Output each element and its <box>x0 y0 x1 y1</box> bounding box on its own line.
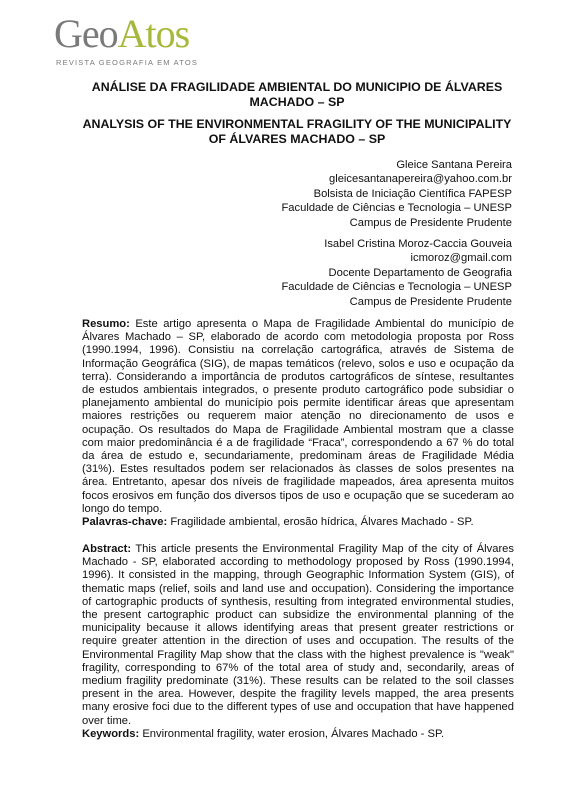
author-role: Bolsista de Iniciação Científica FAPESP <box>313 187 512 200</box>
abstract-section <box>82 543 514 741</box>
resumo-section <box>82 318 514 529</box>
journal-logo <box>54 12 224 68</box>
logo-subtitle: REVISTA GEOGRAFIA EM ATOS <box>56 58 199 67</box>
abstract-paragraph <box>82 543 514 728</box>
abstract-text: This article presents the Environmental Fragility Map of the city of Álvares Machado - SP, elaborated according to methodology proposed by Ross (1990.1994, 1996). It consisted in the mapping, through Geographic Information System (GIS), of thematic maps (relief, soils and land use and occupation). Considering the importance of cartographic products of synthesis, resulting from integrated environmental studies, the present cartographic product can subsidize the environmental planning of the municipality because it allows identifying areas that present greater restrictions or require greater attention in the direction of uses and occupation. The results of the Environmental Fragility Map show that the class with the highest prevalence is "weak" fragility, corresponding to 67% of the total area of study and, secondarily, areas of medium fragility predominate (31%). These results can be related to the soil classes present in the area. However, despite the fragility levels mapped, the area presents many erosive foci due to the different types of use and occupation that have happened over time. <box>82 543 515 727</box>
author-block-2 <box>281 237 512 309</box>
author-institution: Faculdade de Ciências e Tecnologia – UNESP <box>281 281 512 294</box>
logo-word-main: Geo <box>54 11 118 56</box>
resumo-paragraph <box>82 318 514 516</box>
keywords-label: Keywords: <box>82 727 140 740</box>
resumo-text: Este artigo apresenta o Mapa de Fragilidade Ambiental do município de Álvares Machado – SP, elaborado de acordo com metodologia proposta por Ross (1990.1994, 1996). Consistiu na correlação cartográfica, através de Sistema de Informação Geográfica (SIG), de mapas temáticos (relevo, solos e uso e ocupação da terra). Considerando a importância de produtos cartográficos de síntese, resultantes de estudos ambientais integrados, o presente produto cartográfico pode subsidiar o planejamento ambiental do município pois permite identificar áreas que apresentam maiores restrições ou requerem maior atenção no direcionamento de usos e ocupação. Os resultados do Mapa de Fragilidade Ambiental mostram que a classe com maior predominância é a de fragilidade “Fraca”, correspondendo a 67 % do total da área de estudo e, secundariamente, predominam áreas de Fragilidade Média (31%). Estes resultados podem ser relacionados às classes de solos presentes na área. Entretanto, apesar dos níveis de fragilidade mapeados, área apresenta muitos focos erosivos em função dos diversos tipos de uso e ocupação que se sucederam ao longo do tempo. <box>82 318 514 515</box>
resumo-keywords <box>82 516 514 529</box>
title-portuguese: ANÁLISE DA FRAGILIDADE AMBIENTAL DO MUNICIPIO DE ÁLVARES MACHADO – SP <box>91 80 503 109</box>
author-name: Isabel Cristina Moroz-Caccia Gouveia <box>324 238 512 250</box>
resumo-label: Resumo: <box>82 318 130 330</box>
author-name: Gleice Santana Pereira <box>396 159 512 171</box>
logo-wordmark <box>54 12 189 56</box>
author-role: Docente Departamento de Geografia <box>328 266 512 279</box>
author-campus: Campus de Presidente Prudente <box>349 216 512 229</box>
author-campus: Campus de Presidente Prudente <box>349 295 512 308</box>
author-email: icmoroz@gmail.com <box>410 252 512 265</box>
keywords-text: Environmental fragility, water erosion, Álvares Machado - SP. <box>142 727 445 740</box>
title-english: ANALYSIS OF THE ENVIRONMENTAL FRAGILITY OF THE MUNICIPALITY OF ÁLVARES MACHADO – SP <box>82 117 512 146</box>
author-institution: Faculdade de Ciências e Tecnologia – UNESP <box>281 202 512 215</box>
abstract-label: Abstract: <box>82 543 132 555</box>
abstract-keywords <box>82 728 514 741</box>
logo-word-accent: Atos <box>117 11 190 56</box>
palavras-chave-label: Palavras-chave: <box>82 516 168 529</box>
palavras-chave-text: Fragilidade ambiental, erosão hídrica, Álvares Machado - SP. <box>170 516 474 529</box>
author-email: gleicesantanapereira@yahoo.com.br <box>328 173 512 186</box>
author-block-1 <box>281 158 512 230</box>
